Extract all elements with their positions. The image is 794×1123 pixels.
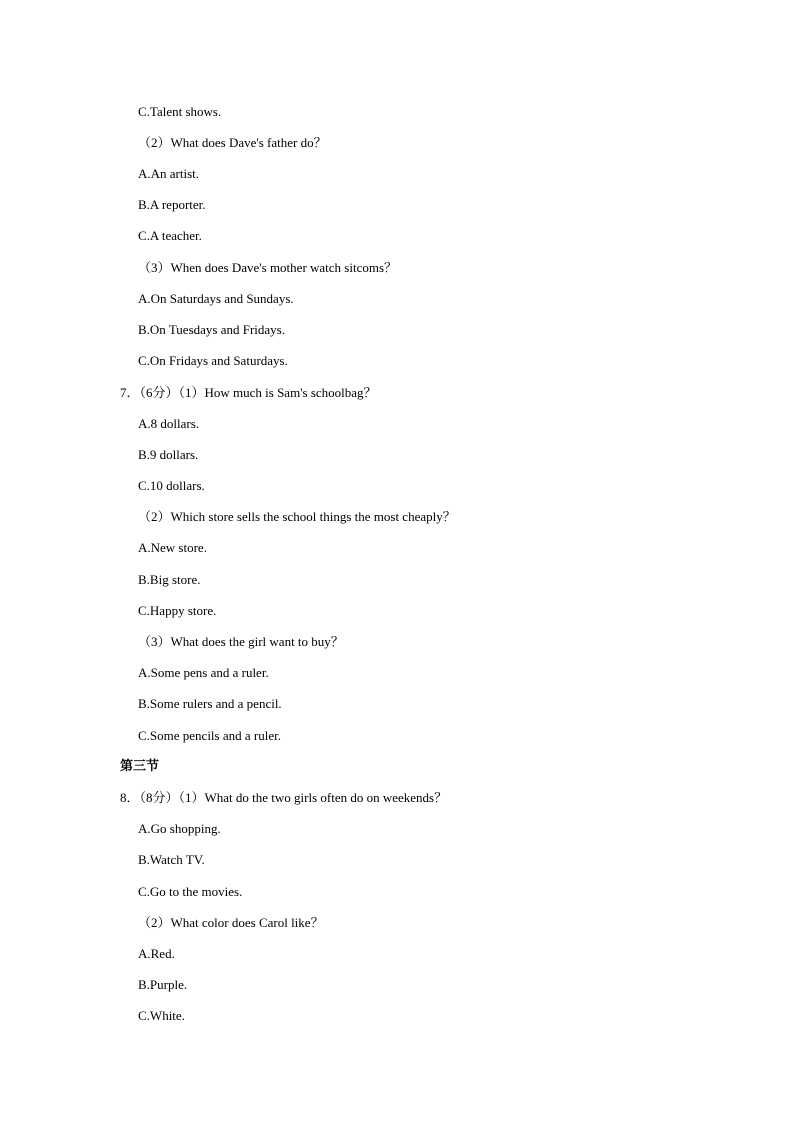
option-c-q7-2: C.Happy store. bbox=[138, 603, 217, 618]
option-b-q7-3: B.Some rulers and a pencil. bbox=[138, 696, 282, 711]
option-a-q6-2: A.An artist. bbox=[138, 166, 200, 181]
option-b-q8-2: B.Purple. bbox=[138, 977, 188, 992]
subquestion-q6-2: （2）What does Dave's father do？ bbox=[138, 135, 327, 150]
question-7: 7．（6分）（1）How much is Sam's schoolbag？ bbox=[120, 385, 377, 400]
option-b-q7-1: B.9 dollars. bbox=[138, 447, 199, 462]
subquestion-q7-3: （3）What does the girl want to buy？ bbox=[138, 634, 344, 649]
option-a-q7-3: A.Some pens and a ruler. bbox=[138, 665, 269, 680]
option-a-q7-1: A.8 dollars. bbox=[138, 416, 200, 431]
option-a-q6-3: A.On Saturdays and Sundays. bbox=[138, 291, 294, 306]
option-b-q6-3: B.On Tuesdays and Fridays. bbox=[138, 322, 285, 337]
option-a-q8-2: A.Red. bbox=[138, 946, 175, 961]
option-a-q7-2: A.New store. bbox=[138, 540, 207, 555]
option-c-q7-1: C.10 dollars. bbox=[138, 478, 205, 493]
option-c-q8-1: C.Go to the movies. bbox=[138, 884, 243, 899]
option-b-q6-2: B.A reporter. bbox=[138, 197, 206, 212]
section-heading: 第三节 bbox=[120, 759, 160, 774]
question-8: 8．（8分）（1）What do the two girls often do on weekends？ bbox=[120, 790, 448, 805]
option-a-q8-1: A.Go shopping. bbox=[138, 821, 221, 836]
option-c-q8-2: C.White. bbox=[138, 1008, 185, 1023]
option-b-q7-2: B.Big store. bbox=[138, 572, 201, 587]
subquestion-q8-2: （2）What color does Carol like？ bbox=[138, 915, 324, 930]
option-c-q6-2: C.A teacher. bbox=[138, 228, 202, 243]
option-c-q6-3: C.On Fridays and Saturdays. bbox=[138, 353, 288, 368]
subquestion-q6-3: （3）When does Dave's mother watch sitcoms？ bbox=[138, 260, 398, 275]
option-c-q7-3: C.Some pencils and a ruler. bbox=[138, 728, 281, 743]
subquestion-q7-2: （2）Which store sells the school things the most cheaply？ bbox=[138, 509, 456, 524]
option-c-q6-1: C.Talent shows. bbox=[138, 104, 222, 119]
option-b-q8-1: B.Watch TV. bbox=[138, 852, 205, 867]
